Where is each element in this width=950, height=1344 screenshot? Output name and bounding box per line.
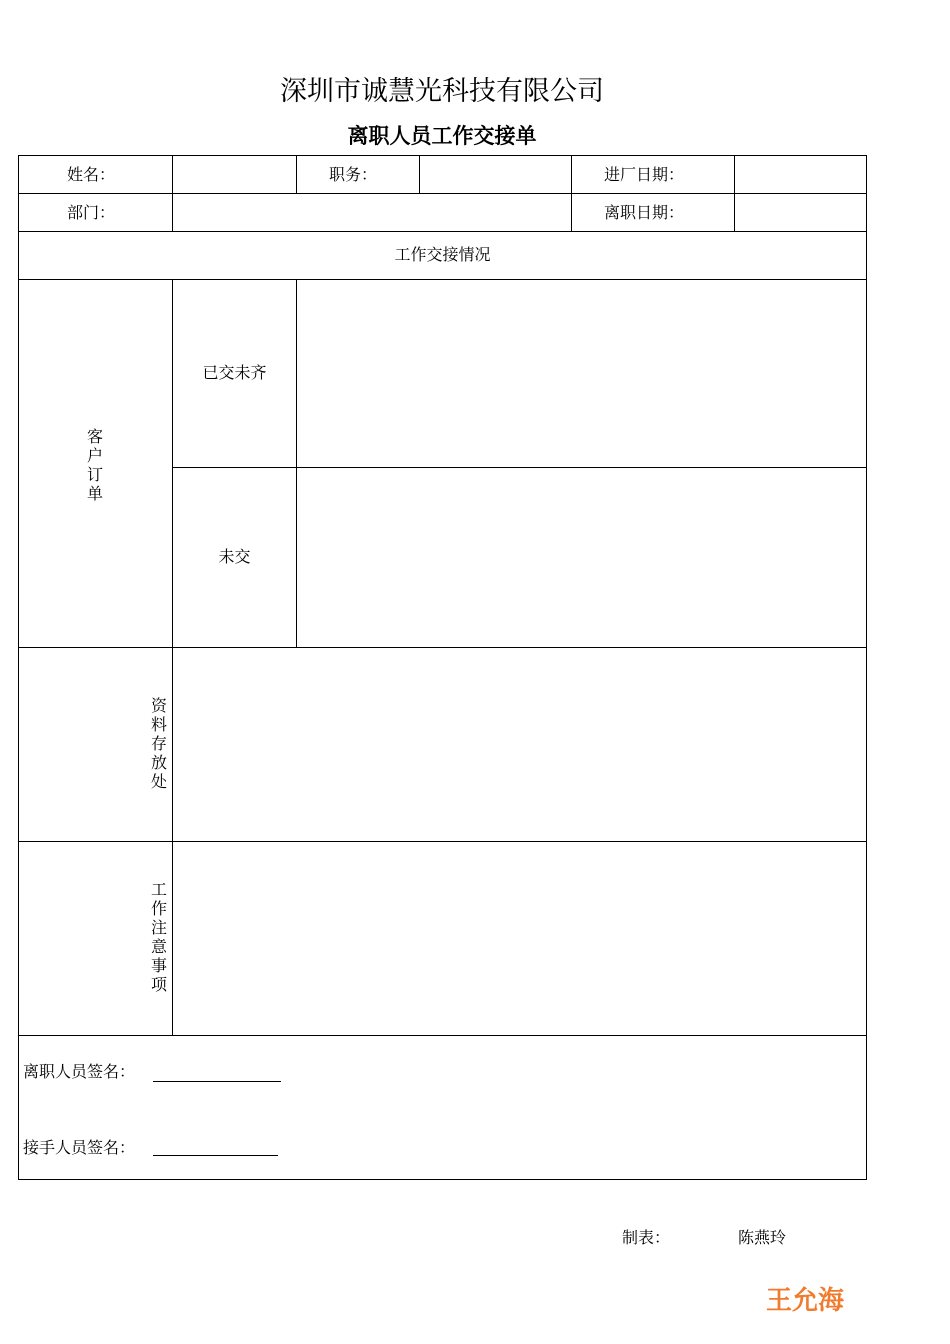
form-subtitle: 离职人员工作交接单 — [347, 124, 537, 148]
watermark — [766, 1286, 868, 1344]
documents-location-label: 资料存放处 — [150, 696, 167, 791]
handover-form — [18, 155, 867, 1180]
customer-orders-label: 客户订单 — [86, 427, 103, 503]
prepared-by-label: 制表： — [622, 1228, 671, 1247]
join-date-label: 进厂日期： — [604, 165, 685, 184]
leave-date-label: 离职日期： — [604, 203, 685, 222]
undelivered-label: 未交 — [218, 547, 251, 566]
department-label: 部门： — [67, 203, 116, 222]
delivered-incomplete-field[interactable] — [297, 280, 865, 467]
section-title: 工作交接情况 — [394, 245, 491, 264]
col-divider — [571, 156, 572, 231]
position-label: 职务： — [329, 165, 378, 184]
successor-signature-line[interactable] — [153, 1155, 278, 1156]
successor-signature-label: 接手人员签名： — [23, 1138, 136, 1157]
documents-location-field[interactable] — [173, 648, 865, 841]
prepared-by-name: 陈燕玲 — [738, 1228, 787, 1247]
leaver-signature-label: 离职人员签名： — [23, 1062, 136, 1081]
row-divider — [19, 231, 866, 232]
company-title: 深圳市诚慧光科技有限公司 — [280, 76, 604, 107]
leaver-signature-line[interactable] — [153, 1081, 281, 1082]
join-date-field[interactable] — [735, 156, 865, 193]
department-field[interactable] — [173, 194, 570, 231]
watermark-text: 王允海 — [766, 1286, 845, 1316]
col-divider — [296, 156, 297, 193]
work-notes-label: 工作注意事项 — [150, 880, 167, 994]
undelivered-field[interactable] — [297, 468, 865, 647]
position-field[interactable] — [420, 156, 570, 193]
leave-date-field[interactable] — [735, 194, 865, 231]
name-field[interactable] — [173, 156, 295, 193]
row-divider — [19, 1035, 866, 1036]
work-notes-field[interactable] — [173, 842, 865, 1035]
delivered-incomplete-label: 已交未齐 — [202, 363, 267, 382]
name-label: 姓名： — [67, 165, 116, 184]
